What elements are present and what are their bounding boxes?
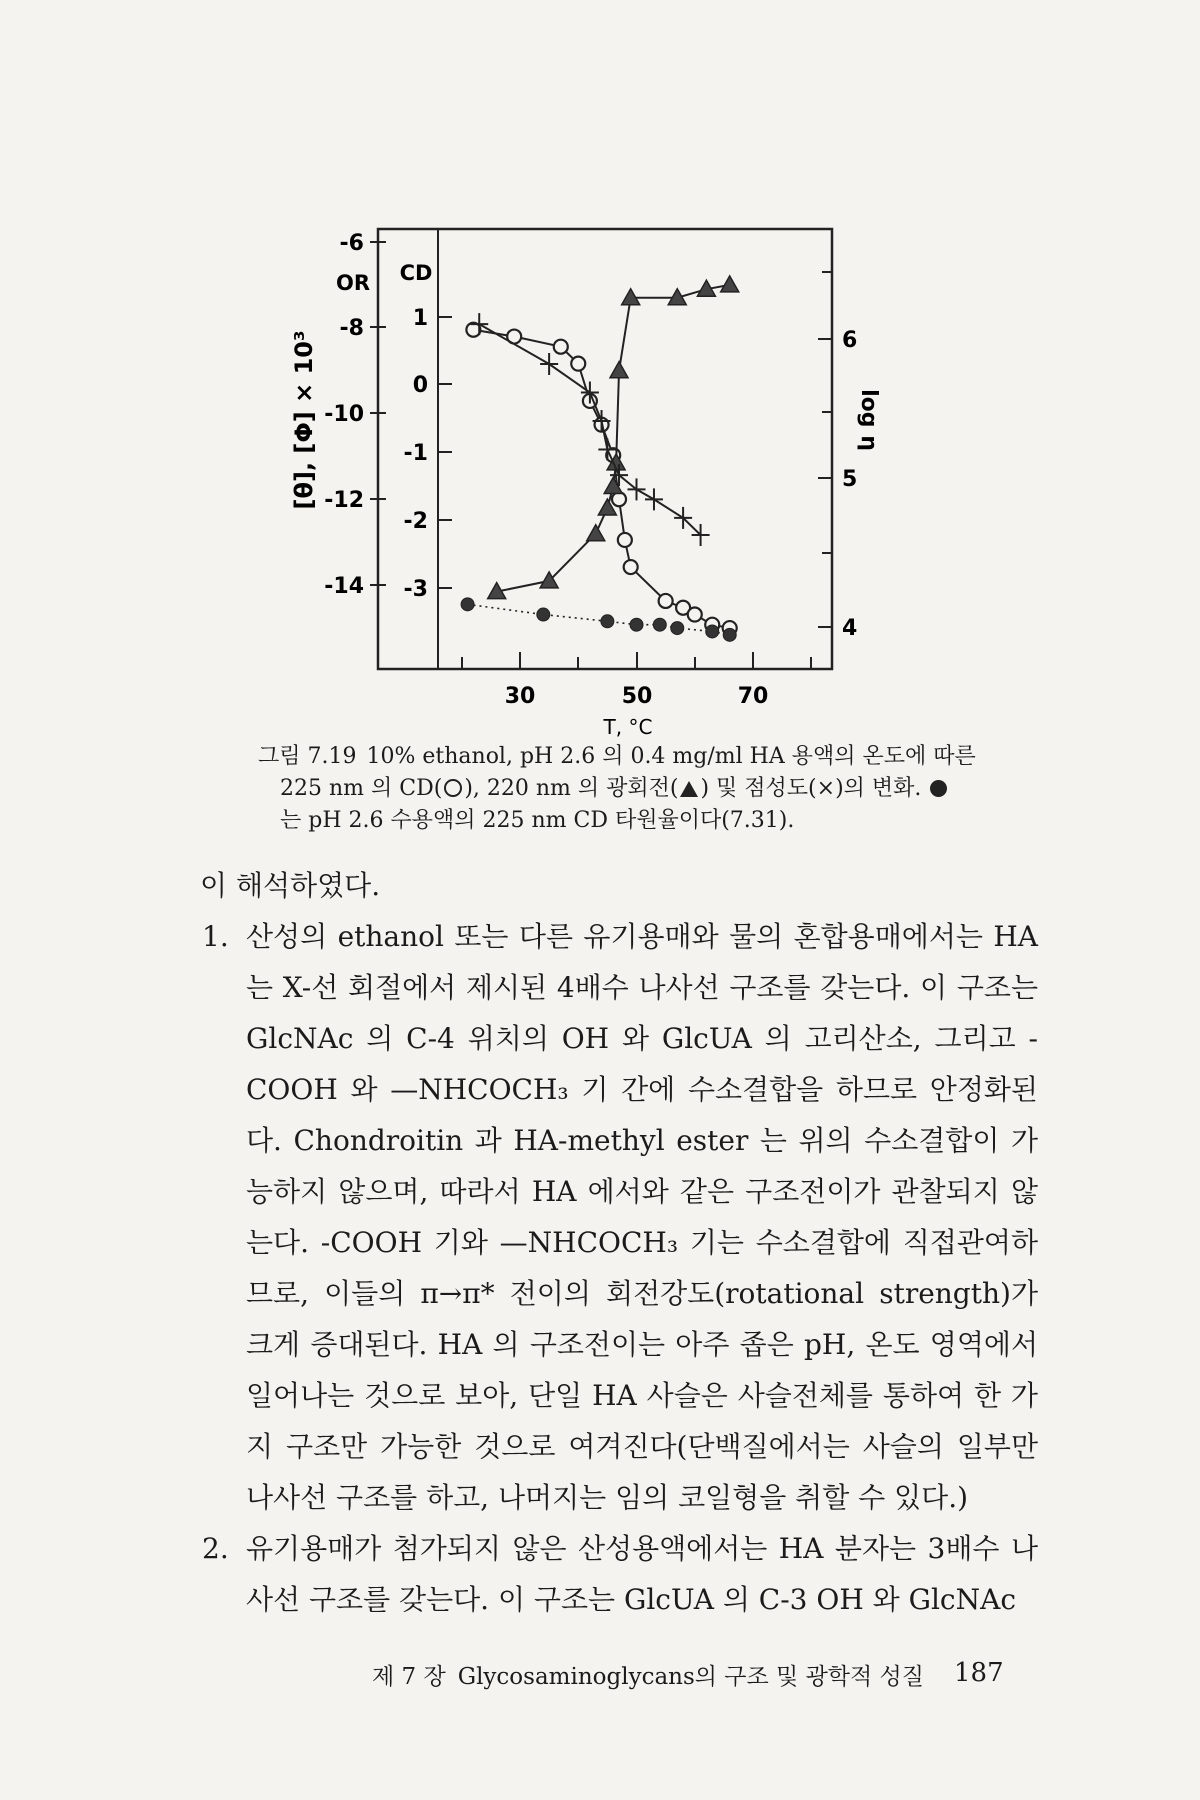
data-layer <box>461 276 739 641</box>
data-point-filled-circle <box>723 628 736 641</box>
data-point-filled-triangle <box>610 362 628 378</box>
or-axis <box>324 231 386 599</box>
data-point-cross <box>628 478 646 500</box>
caption-text-2c: ) 및 점성도(×)의 변화. <box>700 776 922 801</box>
list-item <box>202 911 1038 1523</box>
x-tick-label: 50 <box>621 684 653 709</box>
caption-line-2 <box>258 773 1058 805</box>
data-point-open-circle <box>688 608 702 622</box>
data-point-open-circle <box>618 533 632 547</box>
footer-title: Glycosaminoglycans의 구조 및 광학적 성질 <box>457 1664 924 1690</box>
page-number: 187 <box>954 1658 1004 1688</box>
right-tick-label: 6 <box>842 328 858 353</box>
list-item-text: 산성의 ethanol 또는 다른 유기용매와 물의 혼합용매에서는 HA 는 X-선 회절에서 제시된 4배수 나사선 구조를 갖는다. 이 구조는 GlcNAc 의 C-4 위치의 OH 와 GlcUA 의 고리산소, 그리고 -COOH 와 —NHCOCH₃ 기 간에 수소결합을 하므로 안정화된다. Chondroitin 과 HA-methyl ester 는 위의 수소결합이 가능하지 않으며, 따라서 HA 에서와 같은 구조전이가 관찰되지 않는다. -COOH 기와 —NHCOCH₃ 기는 수소결합에 직접관여하므로, 이들의 π→π* 전이의 회전강도(rotational strength)가 크게 증대된다. HA 의 구조전이는 아주 좁은 pH, 온도 영역에서 일어나는 것으로 보아, 단일 HA 사슬은 사슬전체를 통하여 한 가지 구조만 가능한 것으로 여겨진다(단백질에서는 사슬의 일부만 나사선 구조를 하고, 나머지는 임의 코일형을 취할 수 있다.) <box>246 920 1038 1514</box>
cd-tick-label: 1 <box>412 306 428 331</box>
cd-tick-label: -1 <box>403 441 428 466</box>
or-tick-label: -12 <box>324 488 364 513</box>
x-axis <box>462 652 811 709</box>
running-footer <box>372 1658 1032 1691</box>
data-point-cross <box>540 353 558 375</box>
data-point-cross <box>692 524 710 546</box>
caption-line-1 <box>258 741 1058 773</box>
x-tick-label: 70 <box>737 684 769 709</box>
data-point-cross <box>645 488 663 510</box>
data-point-open-circle <box>659 594 673 608</box>
or-tick-label: -6 <box>339 231 364 256</box>
series-line-cross <box>479 324 700 535</box>
body-text <box>200 860 1038 1625</box>
cd-axis <box>400 261 452 602</box>
or-tick-label: -10 <box>324 402 364 427</box>
cd-tick-label: -2 <box>403 509 428 534</box>
data-point-filled-triangle <box>721 276 739 292</box>
series-line-open-circle <box>473 330 729 628</box>
caption-line-3: 는 pH 2.6 수용액의 225 nm CD 타원율이다(7.31). <box>280 808 795 833</box>
data-point-filled-circle <box>630 618 643 631</box>
x-tick-label: 30 <box>504 684 536 709</box>
data-point-open-circle <box>612 492 626 506</box>
caption-label: 그림 7.19 <box>258 744 357 769</box>
intro-paragraph: 이 해석하였다. <box>200 869 381 902</box>
open-circle-icon <box>444 779 462 797</box>
data-point-open-circle <box>571 357 585 371</box>
data-point-filled-circle <box>601 615 614 628</box>
data-point-open-circle <box>554 340 568 354</box>
or-axis-tag: OR <box>335 271 371 295</box>
or-tick-label: -14 <box>324 574 364 599</box>
data-point-filled-circle <box>537 608 550 621</box>
footer-chapter: 제 7 장 <box>372 1664 446 1690</box>
data-point-filled-circle <box>461 598 474 611</box>
x-axis-label: T, °C <box>603 715 653 739</box>
right-tick-label: 4 <box>842 616 858 641</box>
list-item-text: 유기용매가 첨가되지 않은 산성용액에서는 HA 분자는 3배수 나사선 구조를 갖는다. 이 구조는 GlcUA 의 C-3 OH 와 GlcNAc <box>246 1532 1038 1616</box>
caption-text-2b: ), 220 nm 의 광회전( <box>464 776 679 801</box>
figure-caption <box>258 741 1058 837</box>
data-point-open-circle <box>624 560 638 574</box>
figure-chart <box>0 0 1200 740</box>
data-point-filled-circle <box>653 618 666 631</box>
list-item-number: 2. <box>202 1532 229 1565</box>
cd-tick-label: 0 <box>412 373 428 398</box>
log-eta-axis <box>818 272 857 641</box>
list-item <box>202 1523 1038 1625</box>
caption-text-2a: 225 nm 의 CD( <box>280 776 443 801</box>
data-point-filled-circle <box>671 622 684 635</box>
data-point-filled-triangle <box>587 525 605 541</box>
right-tick-label: 5 <box>842 467 858 492</box>
or-tick-label: -8 <box>339 316 364 341</box>
right-axis-label: log η <box>856 389 881 451</box>
cd-tick-label: -3 <box>403 577 428 602</box>
cd-axis-tag: CD <box>399 261 433 285</box>
data-point-cross <box>674 507 692 529</box>
filled-triangle-icon <box>680 781 698 797</box>
filled-circle-icon <box>930 780 947 797</box>
data-point-filled-circle <box>706 625 719 638</box>
left-axis-label: [θ], [Φ] × 10³ <box>290 330 318 510</box>
caption-text-1: 10% ethanol, pH 2.6 의 0.4 mg/ml HA 용액의 온도에 따른 <box>366 744 976 769</box>
series-line-filled-triangle <box>497 285 730 592</box>
list-item-number: 1. <box>202 920 229 953</box>
